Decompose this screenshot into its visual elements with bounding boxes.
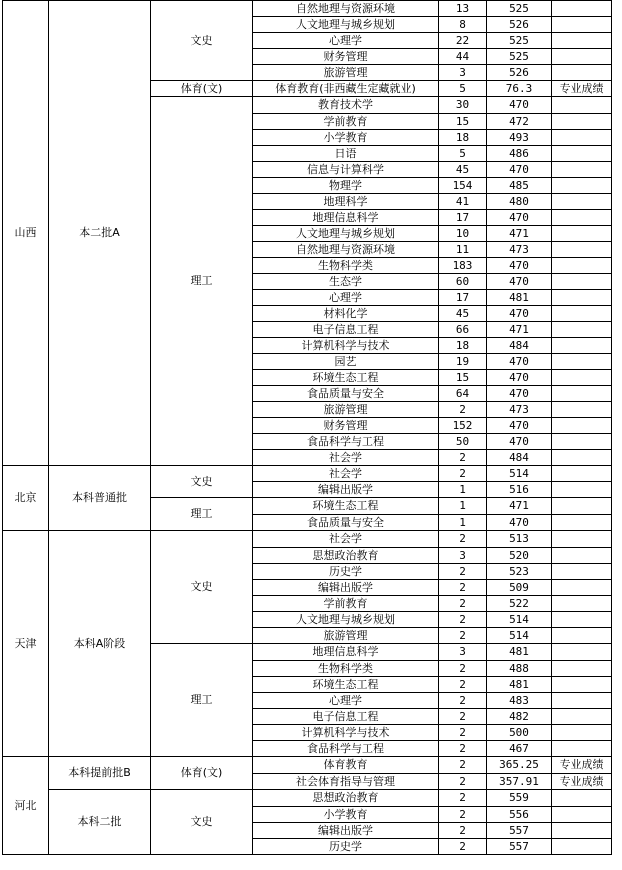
note-cell: [552, 434, 612, 450]
major-cell: 自然地理与资源环境: [253, 242, 439, 258]
count-cell: 15: [439, 370, 487, 386]
table-row: [3, 790, 612, 807]
major-cell: 物理学: [253, 178, 439, 194]
count-cell: 60: [439, 274, 487, 290]
major-cell: 社会体育指导与管理: [253, 774, 439, 790]
major-cell: 计算机科学与技术: [253, 338, 439, 354]
region-cell: 天津: [3, 531, 49, 757]
count-cell: 3: [439, 644, 487, 661]
note-cell: 专业成绩: [552, 774, 612, 790]
batch-cell: 本科二批: [49, 790, 151, 855]
note-cell: [552, 162, 612, 178]
region-cell: 山西: [3, 1, 49, 466]
note-cell: [552, 628, 612, 644]
score-cell: 473: [487, 242, 552, 258]
note-cell: [552, 274, 612, 290]
major-cell: 地理信息科学: [253, 210, 439, 226]
score-cell: 365.25: [487, 757, 552, 774]
score-cell: 514: [487, 466, 552, 482]
major-cell: 电子信息工程: [253, 322, 439, 338]
score-cell: 484: [487, 338, 552, 354]
count-cell: 17: [439, 210, 487, 226]
score-cell: 473: [487, 402, 552, 418]
score-cell: 483: [487, 693, 552, 709]
score-cell: 514: [487, 612, 552, 628]
major-cell: 社会学: [253, 466, 439, 482]
count-cell: 22: [439, 33, 487, 49]
score-cell: 470: [487, 258, 552, 274]
note-cell: [552, 482, 612, 498]
note-cell: [552, 790, 612, 807]
count-cell: 183: [439, 258, 487, 274]
count-cell: 2: [439, 790, 487, 807]
batch-cell: 本科提前批B: [49, 757, 151, 790]
major-cell: 体育教育(非西藏生定藏就业): [253, 81, 439, 97]
score-cell: 470: [487, 370, 552, 386]
count-cell: 2: [439, 709, 487, 725]
note-cell: [552, 65, 612, 81]
major-cell: 小学教育: [253, 807, 439, 823]
major-cell: 食品质量与安全: [253, 386, 439, 402]
note-cell: [552, 386, 612, 402]
score-cell: 526: [487, 65, 552, 81]
note-cell: [552, 146, 612, 162]
count-cell: 2: [439, 580, 487, 596]
score-cell: 500: [487, 725, 552, 741]
score-cell: 557: [487, 823, 552, 839]
major-cell: 体育教育: [253, 757, 439, 774]
score-cell: 470: [487, 97, 552, 114]
note-cell: [552, 725, 612, 741]
count-cell: 2: [439, 564, 487, 580]
score-cell: 470: [487, 162, 552, 178]
score-cell: 471: [487, 498, 552, 515]
score-cell: 509: [487, 580, 552, 596]
major-cell: 环境生态工程: [253, 370, 439, 386]
major-cell: 信息与计算科学: [253, 162, 439, 178]
major-cell: 材料化学: [253, 306, 439, 322]
major-cell: 教育技术学: [253, 97, 439, 114]
note-cell: [552, 1, 612, 17]
count-cell: 2: [439, 466, 487, 482]
batch-cell: 本科A阶段: [49, 531, 151, 757]
count-cell: 2: [439, 531, 487, 548]
batch-cell: 本科普通批: [49, 466, 151, 531]
score-cell: 470: [487, 210, 552, 226]
major-cell: 编辑出版学: [253, 823, 439, 839]
category-cell: 文史: [151, 1, 253, 81]
note-cell: [552, 823, 612, 839]
note-cell: [552, 450, 612, 466]
major-cell: 旅游管理: [253, 402, 439, 418]
table-row: [3, 466, 612, 482]
major-cell: 环境生态工程: [253, 677, 439, 693]
note-cell: [552, 548, 612, 564]
note-cell: [552, 612, 612, 628]
score-cell: 526: [487, 17, 552, 33]
note-cell: [552, 210, 612, 226]
major-cell: 历史学: [253, 564, 439, 580]
count-cell: 152: [439, 418, 487, 434]
note-cell: [552, 564, 612, 580]
count-cell: 8: [439, 17, 487, 33]
major-cell: 编辑出版学: [253, 482, 439, 498]
major-cell: 食品科学与工程: [253, 434, 439, 450]
note-cell: [552, 354, 612, 370]
major-cell: 食品质量与安全: [253, 515, 439, 531]
major-cell: 思想政治教育: [253, 548, 439, 564]
major-cell: 环境生态工程: [253, 498, 439, 515]
score-cell: 357.91: [487, 774, 552, 790]
note-cell: [552, 596, 612, 612]
category-cell: 体育(文): [151, 757, 253, 790]
count-cell: 2: [439, 628, 487, 644]
score-cell: 472: [487, 114, 552, 130]
note-cell: [552, 33, 612, 49]
score-cell: 482: [487, 709, 552, 725]
score-cell: 493: [487, 130, 552, 146]
region-cell: 北京: [3, 466, 49, 531]
note-cell: [552, 402, 612, 418]
count-cell: 2: [439, 402, 487, 418]
note-cell: [552, 178, 612, 194]
note-cell: [552, 498, 612, 515]
major-cell: 心理学: [253, 33, 439, 49]
score-cell: 525: [487, 33, 552, 49]
count-cell: 2: [439, 757, 487, 774]
count-cell: 2: [439, 839, 487, 855]
score-cell: 471: [487, 322, 552, 338]
score-cell: 514: [487, 628, 552, 644]
count-cell: 3: [439, 65, 487, 81]
note-cell: [552, 194, 612, 210]
count-cell: 17: [439, 290, 487, 306]
table-row: [3, 757, 612, 774]
major-cell: 学前教育: [253, 114, 439, 130]
score-cell: 523: [487, 564, 552, 580]
count-cell: 2: [439, 693, 487, 709]
table-row: [3, 531, 612, 548]
score-cell: 557: [487, 839, 552, 855]
count-cell: 45: [439, 162, 487, 178]
region-cell: 河北: [3, 757, 49, 855]
note-cell: [552, 644, 612, 661]
note-cell: [552, 677, 612, 693]
major-cell: 财务管理: [253, 418, 439, 434]
count-cell: 5: [439, 81, 487, 97]
score-cell: 520: [487, 548, 552, 564]
score-cell: 470: [487, 418, 552, 434]
count-cell: 45: [439, 306, 487, 322]
score-cell: 488: [487, 661, 552, 677]
admission-score-table: [2, 0, 612, 855]
note-cell: [552, 258, 612, 274]
major-cell: 计算机科学与技术: [253, 725, 439, 741]
note-cell: [552, 306, 612, 322]
note-cell: [552, 580, 612, 596]
note-cell: [552, 242, 612, 258]
score-cell: 559: [487, 790, 552, 807]
score-cell: 470: [487, 515, 552, 531]
score-cell: 516: [487, 482, 552, 498]
score-cell: 76.3: [487, 81, 552, 97]
major-cell: 生态学: [253, 274, 439, 290]
count-cell: 44: [439, 49, 487, 65]
note-cell: [552, 97, 612, 114]
count-cell: 2: [439, 725, 487, 741]
major-cell: 心理学: [253, 290, 439, 306]
score-cell: 484: [487, 450, 552, 466]
major-cell: 地理信息科学: [253, 644, 439, 661]
score-cell: 525: [487, 1, 552, 17]
score-cell: 467: [487, 741, 552, 757]
note-cell: [552, 839, 612, 855]
note-cell: [552, 515, 612, 531]
score-cell: 470: [487, 434, 552, 450]
batch-cell: 本二批A: [49, 1, 151, 466]
score-cell: 522: [487, 596, 552, 612]
count-cell: 1: [439, 515, 487, 531]
count-cell: 5: [439, 146, 487, 162]
note-cell: 专业成绩: [552, 757, 612, 774]
count-cell: 3: [439, 548, 487, 564]
note-cell: [552, 49, 612, 65]
count-cell: 2: [439, 661, 487, 677]
table-row: [3, 1, 612, 17]
count-cell: 2: [439, 823, 487, 839]
note-cell: [552, 807, 612, 823]
note-cell: [552, 709, 612, 725]
note-cell: [552, 531, 612, 548]
major-cell: 思想政治教育: [253, 790, 439, 807]
major-cell: 电子信息工程: [253, 709, 439, 725]
category-cell: 文史: [151, 790, 253, 855]
category-cell: 理工: [151, 498, 253, 531]
note-cell: [552, 114, 612, 130]
note-cell: [552, 418, 612, 434]
note-cell: [552, 17, 612, 33]
note-cell: [552, 226, 612, 242]
count-cell: 2: [439, 450, 487, 466]
score-cell: 470: [487, 386, 552, 402]
score-cell: 470: [487, 354, 552, 370]
category-cell: 理工: [151, 97, 253, 466]
score-cell: 471: [487, 226, 552, 242]
major-cell: 编辑出版学: [253, 580, 439, 596]
score-cell: 485: [487, 178, 552, 194]
major-cell: 心理学: [253, 693, 439, 709]
score-cell: 481: [487, 290, 552, 306]
count-cell: 2: [439, 774, 487, 790]
category-cell: 理工: [151, 644, 253, 757]
count-cell: 2: [439, 741, 487, 757]
count-cell: 1: [439, 498, 487, 515]
major-cell: 日语: [253, 146, 439, 162]
category-cell: 文史: [151, 531, 253, 644]
count-cell: 15: [439, 114, 487, 130]
score-cell: 481: [487, 677, 552, 693]
major-cell: 生物科学类: [253, 661, 439, 677]
score-cell: 486: [487, 146, 552, 162]
count-cell: 154: [439, 178, 487, 194]
major-cell: 自然地理与资源环境: [253, 1, 439, 17]
major-cell: 历史学: [253, 839, 439, 855]
note-cell: [552, 466, 612, 482]
major-cell: 园艺: [253, 354, 439, 370]
major-cell: 人文地理与城乡规划: [253, 612, 439, 628]
score-cell: 480: [487, 194, 552, 210]
count-cell: 13: [439, 1, 487, 17]
major-cell: 学前教育: [253, 596, 439, 612]
count-cell: 10: [439, 226, 487, 242]
major-cell: 旅游管理: [253, 65, 439, 81]
major-cell: 小学教育: [253, 130, 439, 146]
count-cell: 11: [439, 242, 487, 258]
count-cell: 2: [439, 807, 487, 823]
note-cell: [552, 693, 612, 709]
major-cell: 社会学: [253, 531, 439, 548]
note-cell: [552, 130, 612, 146]
major-cell: 生物科学类: [253, 258, 439, 274]
category-cell: 体育(文): [151, 81, 253, 97]
score-cell: 470: [487, 306, 552, 322]
major-cell: 人文地理与城乡规划: [253, 226, 439, 242]
count-cell: 18: [439, 130, 487, 146]
major-cell: 财务管理: [253, 49, 439, 65]
score-cell: 556: [487, 807, 552, 823]
count-cell: 2: [439, 677, 487, 693]
note-cell: [552, 322, 612, 338]
major-cell: 社会学: [253, 450, 439, 466]
count-cell: 30: [439, 97, 487, 114]
count-cell: 50: [439, 434, 487, 450]
major-cell: 人文地理与城乡规划: [253, 17, 439, 33]
major-cell: 旅游管理: [253, 628, 439, 644]
count-cell: 66: [439, 322, 487, 338]
count-cell: 19: [439, 354, 487, 370]
note-cell: [552, 661, 612, 677]
count-cell: 64: [439, 386, 487, 402]
count-cell: 2: [439, 596, 487, 612]
note-cell: [552, 338, 612, 354]
score-cell: 525: [487, 49, 552, 65]
major-cell: 地理科学: [253, 194, 439, 210]
note-cell: [552, 741, 612, 757]
score-cell: 513: [487, 531, 552, 548]
category-cell: 文史: [151, 466, 253, 498]
score-cell: 470: [487, 274, 552, 290]
note-cell: [552, 290, 612, 306]
count-cell: 2: [439, 612, 487, 628]
count-cell: 18: [439, 338, 487, 354]
note-cell: [552, 370, 612, 386]
major-cell: 食品科学与工程: [253, 741, 439, 757]
note-cell: 专业成绩: [552, 81, 612, 97]
count-cell: 41: [439, 194, 487, 210]
score-cell: 481: [487, 644, 552, 661]
count-cell: 1: [439, 482, 487, 498]
